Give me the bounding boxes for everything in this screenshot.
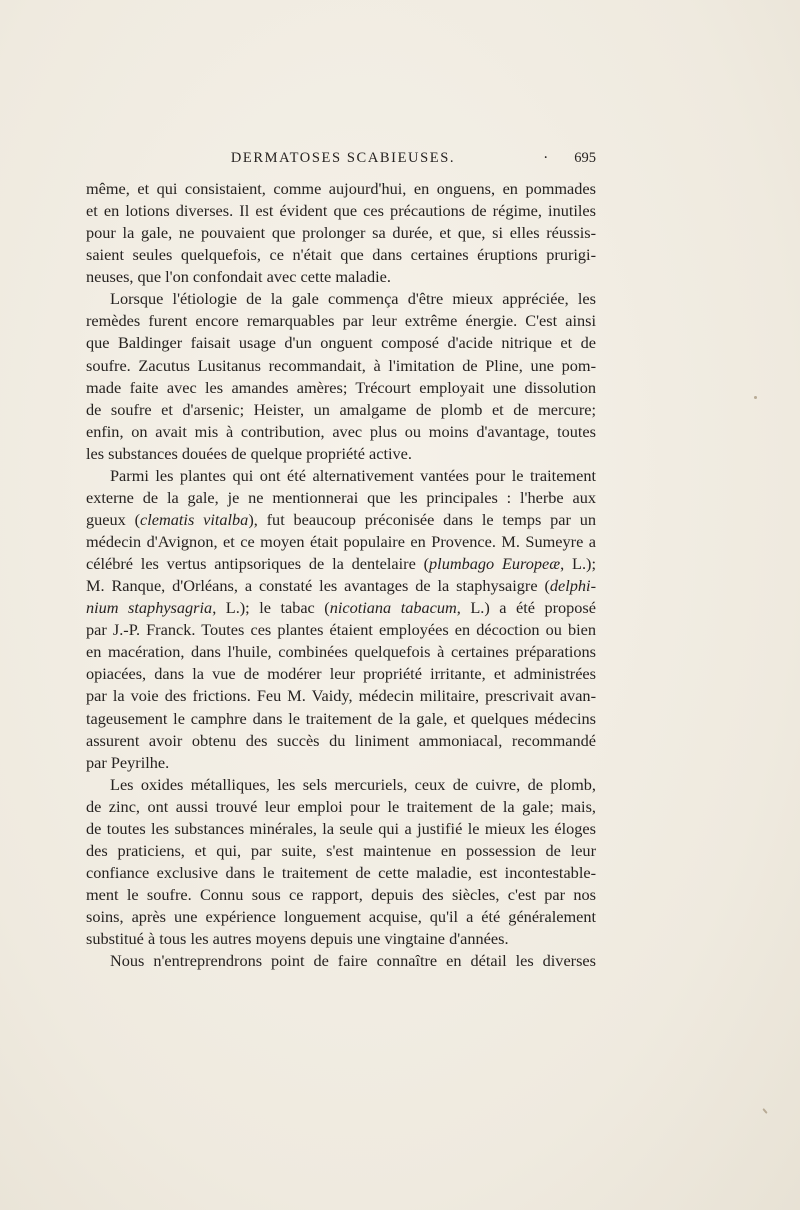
page-header: [90, 150, 596, 172]
text-line: assurent avoir obtenu des succès du liniment ammoniacal, recommandé: [86, 730, 596, 750]
text-line: de zinc, ont aussi trouvé leur emploi pour le traitement de la gale; mais,: [86, 796, 596, 816]
text-line: externe de la gale, je ne mentionnerai que les principales : l'herbe aux: [86, 487, 596, 507]
text-line: soins, après une expérience longuement acquise, qu'il a été généralement: [86, 907, 596, 927]
text-line: Parmi les plantes qui ont été alternativement vantées pour le traitement: [110, 465, 596, 485]
text-line: substitué à tous les autres moyens depuis une vingtaine d'années.: [86, 929, 509, 949]
paragraph: [86, 774, 596, 951]
paper-speck: [762, 1108, 767, 1114]
text-line: par J.-P. Franck. Toutes ces plantes étaient employées en décoction ou bien: [86, 620, 596, 640]
text-line: neuses, que l'on confondait avec cette maladie.: [86, 267, 391, 287]
text-line: tageusement le camphre dans le traitement de la gale, et quelques médecins: [86, 708, 596, 728]
text-line: confiance exclusive dans le traitement de cette maladie, est incontestable-: [86, 862, 596, 882]
text-line: ment le soufre. Connu sous ce rapport, depuis des siècles, c'est par nos: [86, 885, 596, 904]
body-text: [86, 178, 596, 972]
text-line: par la voie des frictions. Feu M. Vaidy, médecin militaire, prescrivait avan-: [86, 686, 596, 706]
text-line: Lorsque l'étiologie de la gale commença d'être mieux appréciée, les: [110, 289, 596, 309]
text-line: saient seules quelquefois, ce n'était que dans certaines éruptions prurigi-: [86, 245, 596, 265]
text-line: Les oxides métalliques, les sels mercuriels, ceux de cuivre, de plomb,: [110, 774, 596, 794]
text-line: de toutes les substances minérales, la seule qui a justifié le mieux les éloges: [86, 818, 596, 838]
paragraph: [86, 288, 596, 465]
text-line: par Peyrilhe.: [86, 752, 170, 772]
paragraph: [86, 950, 596, 972]
paragraph: [86, 465, 596, 774]
text-line: des praticiens, et qui, par suite, s'est maintenue en possession de leur: [86, 840, 596, 860]
paragraph: [86, 178, 596, 288]
header-separator: ·: [543, 150, 548, 166]
text-line: soufre. Zacutus Lusitanus recommandait, à l'imitation de Pline, une pom-: [86, 355, 596, 375]
text-line: de soufre et d'arsenic; Heister, un amalgame de plomb et de mercure;: [86, 399, 596, 419]
text-line: célébré les vertus antipsoriques de la dentelaire (plumbago Europeæ, L.);: [86, 554, 596, 574]
text-line: médecin d'Avignon, et ce moyen était populaire en Provence. M. Sumeyre a: [86, 532, 596, 551]
text-line: même, et qui consistaient, comme aujourd'hui, en onguens, en pommades: [86, 179, 596, 198]
paper-speck: [754, 396, 757, 399]
text-line: opiacées, dans la vue de modérer leur propriété irritante, et administrées: [86, 664, 596, 684]
text-line: nium staphysagria, L.); le tabac (nicotiana tabacum, L.) a été proposé: [86, 598, 596, 618]
text-line: remèdes furent encore remarquables par leur extrême énergie. C'est ainsi: [86, 311, 596, 331]
running-title: DERMATOSES SCABIEUSES.: [230, 150, 456, 166]
text-line: en macération, dans l'huile, combinées quelquefois à certaines préparations: [86, 642, 596, 662]
text-line: M. Ranque, d'Orléans, a constaté les avantages de la staphysaigre (delphi-: [86, 576, 596, 596]
page-number: 695: [574, 150, 596, 166]
text-line: pour la gale, ne pouvaient que prolonger sa durée, et que, si elles réussis-: [86, 223, 596, 243]
text-line: gueux (clematis vitalba), fut beaucoup préconisée dans le temps par un: [86, 509, 597, 529]
text-line: enfin, on avait mis à contribution, avec plus ou moins d'avantage, toutes: [86, 421, 596, 441]
text-line: les substances douées de quelque propriété active.: [86, 443, 412, 463]
text-line: made faite avec les amandes amères; Trécourt employait une dissolution: [86, 377, 596, 397]
text-line: et en lotions diverses. Il est évident que ces précautions de régime, inutiles: [86, 201, 596, 221]
text-line: Nous n'entreprendrons point de faire connaître en détail les diverses: [110, 951, 596, 971]
text-line: que Baldinger faisait usage d'un onguent composé d'acide nitrique et de: [86, 333, 596, 353]
